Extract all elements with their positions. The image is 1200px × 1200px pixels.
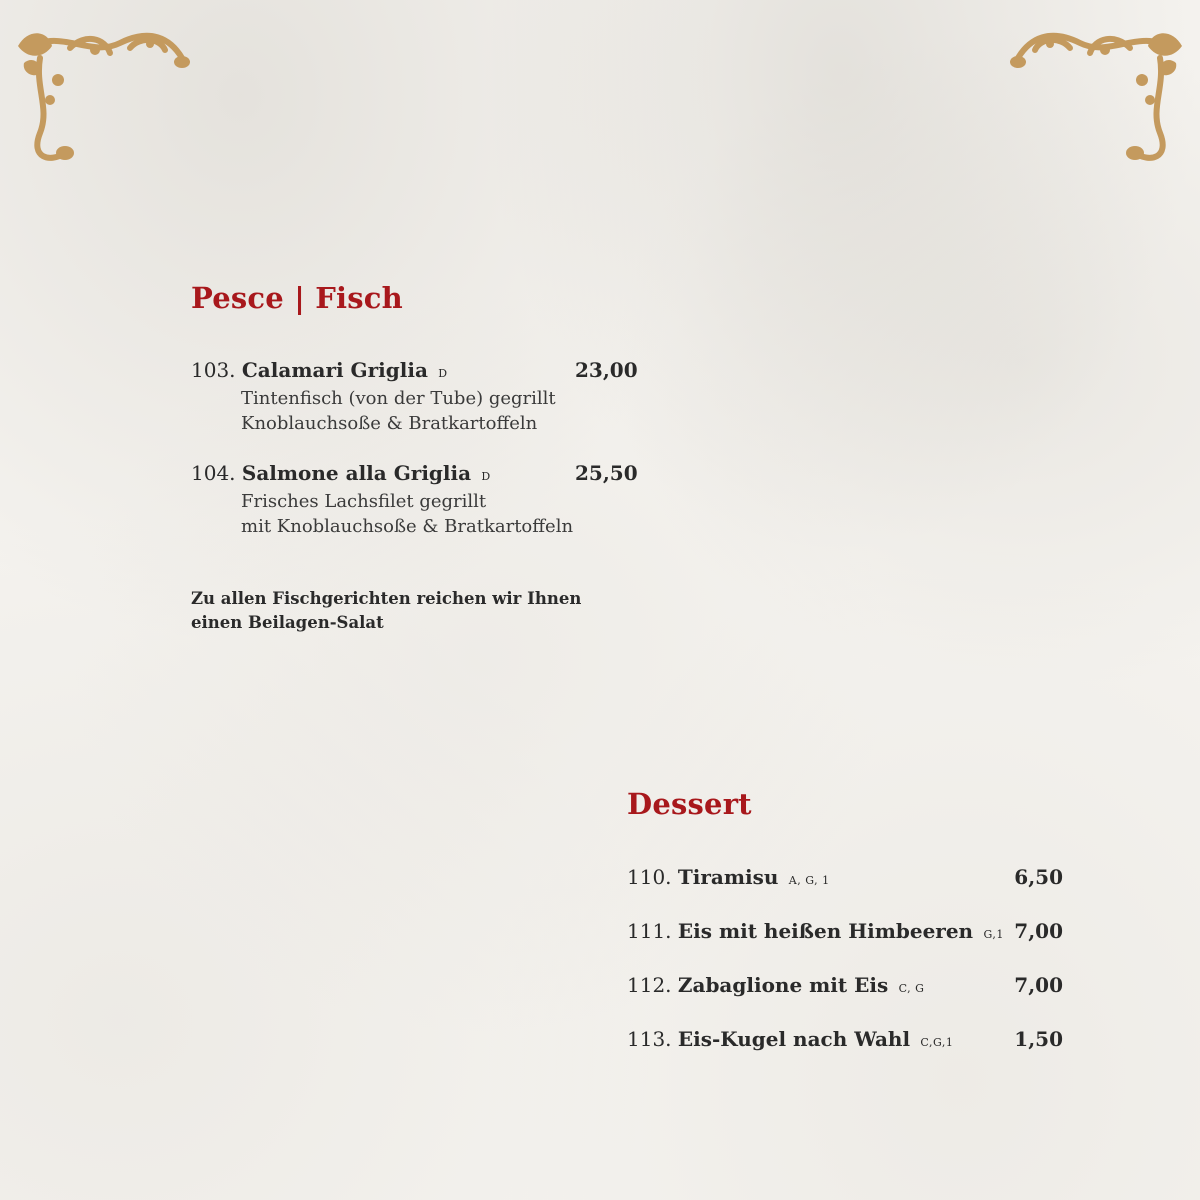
corner-flourish-icon <box>10 18 190 168</box>
item-allergens: A, G, 1 <box>788 874 830 887</box>
section-title-dessert: Dessert <box>627 787 752 821</box>
item-number: 104. <box>191 461 236 485</box>
item-number: 103. <box>191 358 236 382</box>
item-description: mit Knoblauchsoße & Bratkartoffeln <box>241 516 574 537</box>
item-name: Eis-Kugel nach Wahl <box>677 1027 911 1051</box>
item-allergens: C, G <box>898 982 925 995</box>
fish-side-salad-note <box>191 587 601 635</box>
corner-flourish-icon <box>1010 18 1190 168</box>
menu-item-113 <box>627 1027 1067 1057</box>
note-line: Zu allen Fischgerichten reichen wir Ihnen <box>191 589 582 608</box>
item-price: 7,00 <box>1014 973 1063 997</box>
item-number: 110. <box>627 865 672 889</box>
section-title-fish: Pesce | Fisch <box>191 281 403 315</box>
item-number: 111. <box>627 919 672 943</box>
note-line: einen Beilagen-Salat <box>191 613 384 632</box>
item-price: 7,00 <box>1014 919 1063 943</box>
menu-item-110 <box>627 865 1067 895</box>
menu-item-104 <box>191 461 581 539</box>
item-name: Salmone alla Griglia <box>241 461 472 485</box>
item-description: Tintenfisch (von der Tube) gegrillt <box>241 388 556 409</box>
item-description: Knoblauchsoße & Bratkartoffeln <box>241 413 538 434</box>
item-number: 113. <box>627 1027 672 1051</box>
item-name: Eis mit heißen Himbeeren <box>677 919 974 943</box>
item-name: Calamari Griglia <box>241 358 428 382</box>
menu-item-112 <box>627 973 1067 1003</box>
item-price: 6,50 <box>1014 865 1063 889</box>
item-allergens: D <box>481 470 491 483</box>
item-allergens: C,G,1 <box>920 1036 954 1049</box>
item-price: 23,00 <box>575 358 638 382</box>
item-name: Tiramisu <box>677 865 779 889</box>
item-description: Frisches Lachsfilet gegrillt <box>241 491 487 512</box>
item-name: Zabaglione mit Eis <box>677 973 889 997</box>
item-allergens: G,1 <box>983 928 1004 941</box>
menu-item-111 <box>627 919 1067 949</box>
item-allergens: D <box>438 367 448 380</box>
item-number: 112. <box>627 973 672 997</box>
menu-item-103 <box>191 358 571 436</box>
item-price: 25,50 <box>575 461 638 485</box>
item-price: 1,50 <box>1014 1027 1063 1051</box>
